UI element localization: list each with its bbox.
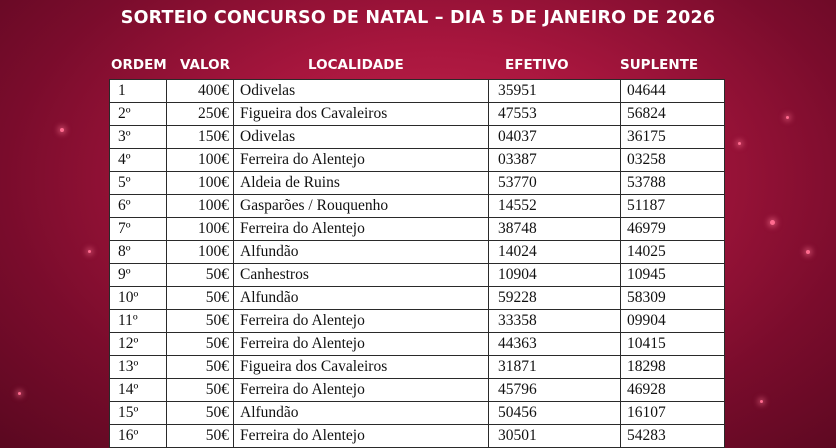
cell-localidade: Ferreira do Alentejo [234,310,489,333]
sparkle-decoration [738,142,741,145]
cell-localidade: Alfundão [234,287,489,310]
table-row [110,287,725,310]
cell-localidade: Ferreira do Alentejo [234,149,489,172]
cell-suplente: 56824 [621,103,725,126]
cell-efetivo: 10904 [489,264,621,287]
cell-suplente: 46928 [621,379,725,402]
cell-efetivo: 33358 [489,310,621,333]
cell-ordem: 14º [110,379,167,402]
cell-efetivo: 59228 [489,287,621,310]
cell-ordem: 1 [110,80,167,103]
cell-ordem: 10º [110,287,167,310]
cell-valor: 250€ [167,103,234,126]
cell-suplente: 03258 [621,149,725,172]
cell-valor: 50€ [167,356,234,379]
cell-valor: 100€ [167,149,234,172]
cell-suplente: 09904 [621,310,725,333]
table-row [110,356,725,379]
cell-efetivo: 35951 [489,80,621,103]
cell-ordem: 4º [110,149,167,172]
cell-localidade: Aldeia de Ruins [234,172,489,195]
cell-localidade: Ferreira do Alentejo [234,333,489,356]
cell-localidade: Figueira dos Cavaleiros [234,103,489,126]
cell-localidade: Alfundão [234,402,489,425]
cell-valor: 100€ [167,241,234,264]
header-valor: VALOR [180,57,230,73]
cell-ordem: 7º [110,218,167,241]
cell-suplente: 10415 [621,333,725,356]
page-title: SORTEIO CONCURSO DE NATAL – DIA 5 DE JANEIRO DE 2026 [120,8,716,28]
sparkle-decoration [786,116,789,119]
table-row [110,425,725,448]
table-row [110,333,725,356]
cell-localidade: Figueira dos Cavaleiros [234,356,489,379]
cell-valor: 400€ [167,80,234,103]
cell-suplente: 53788 [621,172,725,195]
cell-suplente: 04644 [621,80,725,103]
cell-efetivo: 31871 [489,356,621,379]
table-row [110,218,725,241]
cell-suplente: 16107 [621,402,725,425]
table-row [110,310,725,333]
table-row [110,402,725,425]
table-row [110,195,725,218]
cell-suplente: 36175 [621,126,725,149]
cell-efetivo: 44363 [489,333,621,356]
table-row [110,241,725,264]
cell-valor: 50€ [167,264,234,287]
cell-valor: 100€ [167,195,234,218]
cell-valor: 50€ [167,287,234,310]
cell-suplente: 46979 [621,218,725,241]
cell-suplente: 14025 [621,241,725,264]
cell-efetivo: 30501 [489,425,621,448]
header-efetivo: EFETIVO [505,57,569,73]
cell-efetivo: 53770 [489,172,621,195]
cell-ordem: 15º [110,402,167,425]
cell-ordem: 13º [110,356,167,379]
table-body [110,80,725,448]
cell-ordem: 9º [110,264,167,287]
sparkle-decoration [18,392,21,395]
cell-efetivo: 14552 [489,195,621,218]
cell-efetivo: 04037 [489,126,621,149]
cell-efetivo: 38748 [489,218,621,241]
cell-valor: 50€ [167,402,234,425]
sparkle-decoration [88,250,91,253]
table-row [110,264,725,287]
cell-localidade: Alfundão [234,241,489,264]
cell-efetivo: 47553 [489,103,621,126]
cell-suplente: 10945 [621,264,725,287]
header-ordem: ORDEM [111,57,167,73]
cell-localidade: Ferreira do Alentejo [234,425,489,448]
cell-valor: 50€ [167,425,234,448]
cell-localidade: Odivelas [234,126,489,149]
table-row [110,379,725,402]
cell-ordem: 8º [110,241,167,264]
cell-ordem: 11º [110,310,167,333]
table-row [110,80,725,103]
cell-valor: 100€ [167,218,234,241]
table-row [110,103,725,126]
cell-localidade: Gasparões / Rouquenho [234,195,489,218]
cell-valor: 50€ [167,310,234,333]
table-row [110,172,725,195]
cell-ordem: 12º [110,333,167,356]
cell-localidade: Odivelas [234,80,489,103]
cell-localidade: Ferreira do Alentejo [234,218,489,241]
cell-localidade: Ferreira do Alentejo [234,379,489,402]
header-suplente: SUPLENTE [620,57,699,73]
cell-valor: 100€ [167,172,234,195]
cell-valor: 50€ [167,333,234,356]
cell-valor: 50€ [167,379,234,402]
cell-suplente: 54283 [621,425,725,448]
table-row [110,149,725,172]
sparkle-decoration [60,128,64,132]
cell-localidade: Canhestros [234,264,489,287]
cell-ordem: 3º [110,126,167,149]
cell-suplente: 18298 [621,356,725,379]
cell-suplente: 51187 [621,195,725,218]
cell-efetivo: 03387 [489,149,621,172]
sparkle-decoration [760,400,763,403]
cell-ordem: 6º [110,195,167,218]
sparkle-decoration [806,250,810,254]
sparkle-decoration [770,220,775,225]
table-row [110,126,725,149]
cell-ordem: 2º [110,103,167,126]
cell-efetivo: 14024 [489,241,621,264]
cell-efetivo: 45796 [489,379,621,402]
cell-valor: 150€ [167,126,234,149]
cell-ordem: 5º [110,172,167,195]
cell-efetivo: 50456 [489,402,621,425]
draw-results-table [109,79,725,448]
cell-suplente: 58309 [621,287,725,310]
header-localidade: LOCALIDADE [308,57,404,73]
cell-ordem: 16º [110,425,167,448]
